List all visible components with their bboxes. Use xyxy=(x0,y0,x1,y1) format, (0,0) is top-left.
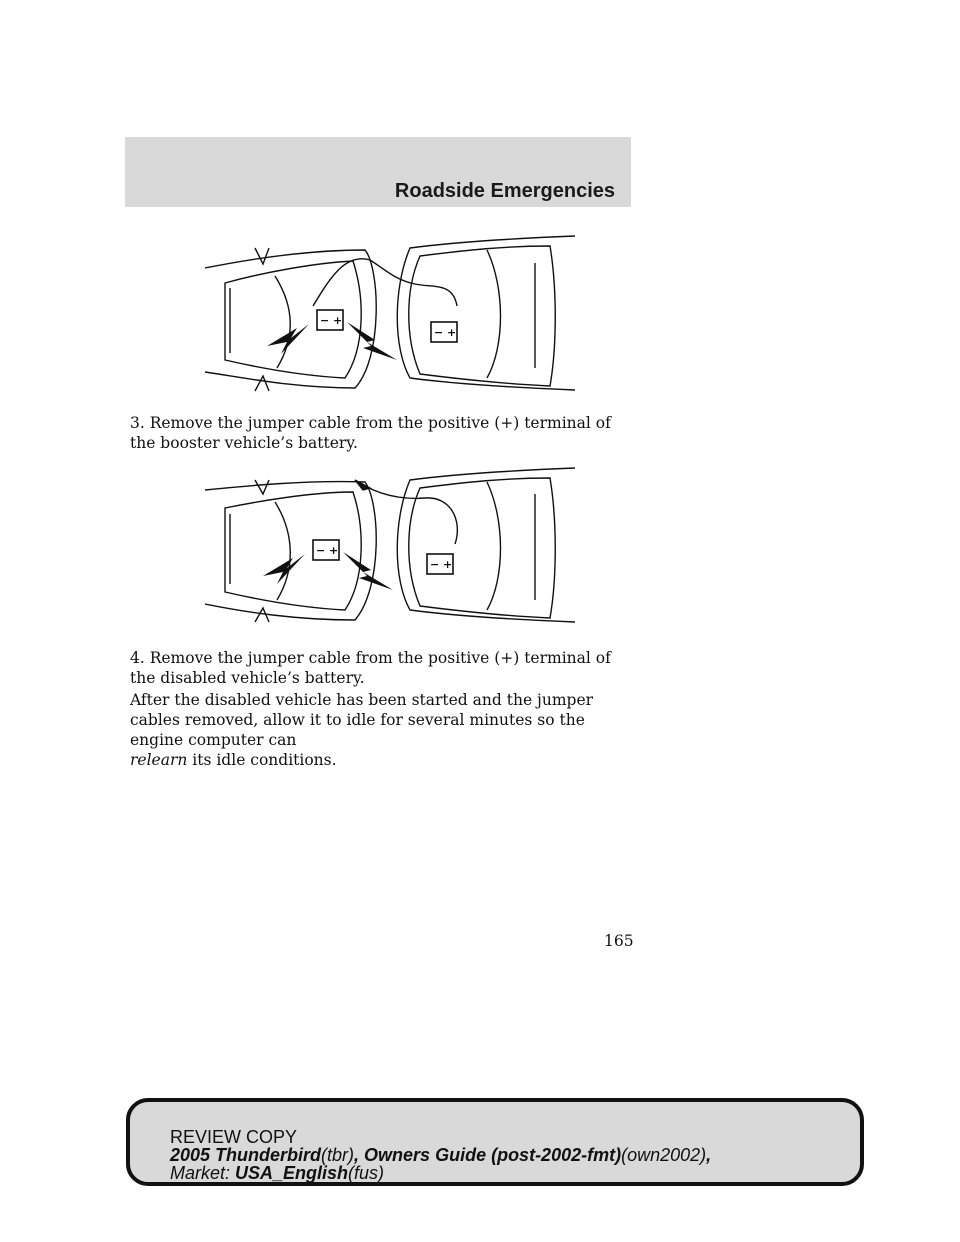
lightning-bolt-left xyxy=(267,324,309,354)
review-model-line xyxy=(170,1146,711,1164)
jumper-cable-figure-1 xyxy=(205,228,575,403)
relearn-term: relearn xyxy=(130,751,188,769)
step-4-text: 4. Remove the jumper cable from the positive (+) terminal of the disabled vehicle’s battery. xyxy=(130,649,611,687)
booster-battery-icon xyxy=(317,310,343,330)
review-guide-code: (own2002) xyxy=(621,1145,707,1165)
step-3-text: 3. Remove the jumper cable from the positive (+) terminal of the booster vehicle’s battery. xyxy=(130,414,611,452)
review-copy-text xyxy=(170,1128,711,1182)
review-separator-2: , xyxy=(706,1145,712,1165)
disabled-battery-icon xyxy=(431,322,457,342)
review-market: USA_English xyxy=(235,1163,349,1183)
review-separator-1: , xyxy=(354,1145,365,1165)
review-copy-label: REVIEW COPY xyxy=(170,1127,298,1147)
review-model-code: (tbr) xyxy=(321,1145,355,1165)
after-start-text xyxy=(130,690,640,770)
lightning-bolt-right xyxy=(347,322,397,360)
page-number: 165 xyxy=(604,932,634,950)
after-start-text-part2: its idle conditions. xyxy=(187,751,337,769)
review-copy-box xyxy=(126,1098,864,1186)
battery-terminal-label: − + xyxy=(434,326,457,339)
review-model: 2005 Thunderbird xyxy=(170,1145,322,1165)
review-guide: Owners Guide (post-2002-fmt) xyxy=(364,1145,622,1165)
review-market-label: Market: xyxy=(170,1163,236,1183)
section-title: Roadside Emergencies xyxy=(394,180,615,202)
lightning-bolt-left xyxy=(263,554,305,584)
battery-terminal-label: − + xyxy=(320,314,343,327)
review-market-line xyxy=(170,1164,711,1182)
battery-terminal-label: − + xyxy=(430,558,453,571)
jumper-cable-figure-2 xyxy=(205,462,575,634)
booster-battery-icon xyxy=(313,540,339,560)
section-header-band xyxy=(125,137,631,207)
after-start-text-part1: After the disabled vehicle has been started and the jumper cables removed, allow it to idle for several minutes so the engine computer can xyxy=(130,691,594,749)
review-market-code: (fus) xyxy=(348,1163,385,1183)
lightning-bolt-right xyxy=(343,552,393,590)
battery-terminal-label: − + xyxy=(316,544,339,557)
disabled-battery-icon xyxy=(427,554,453,574)
